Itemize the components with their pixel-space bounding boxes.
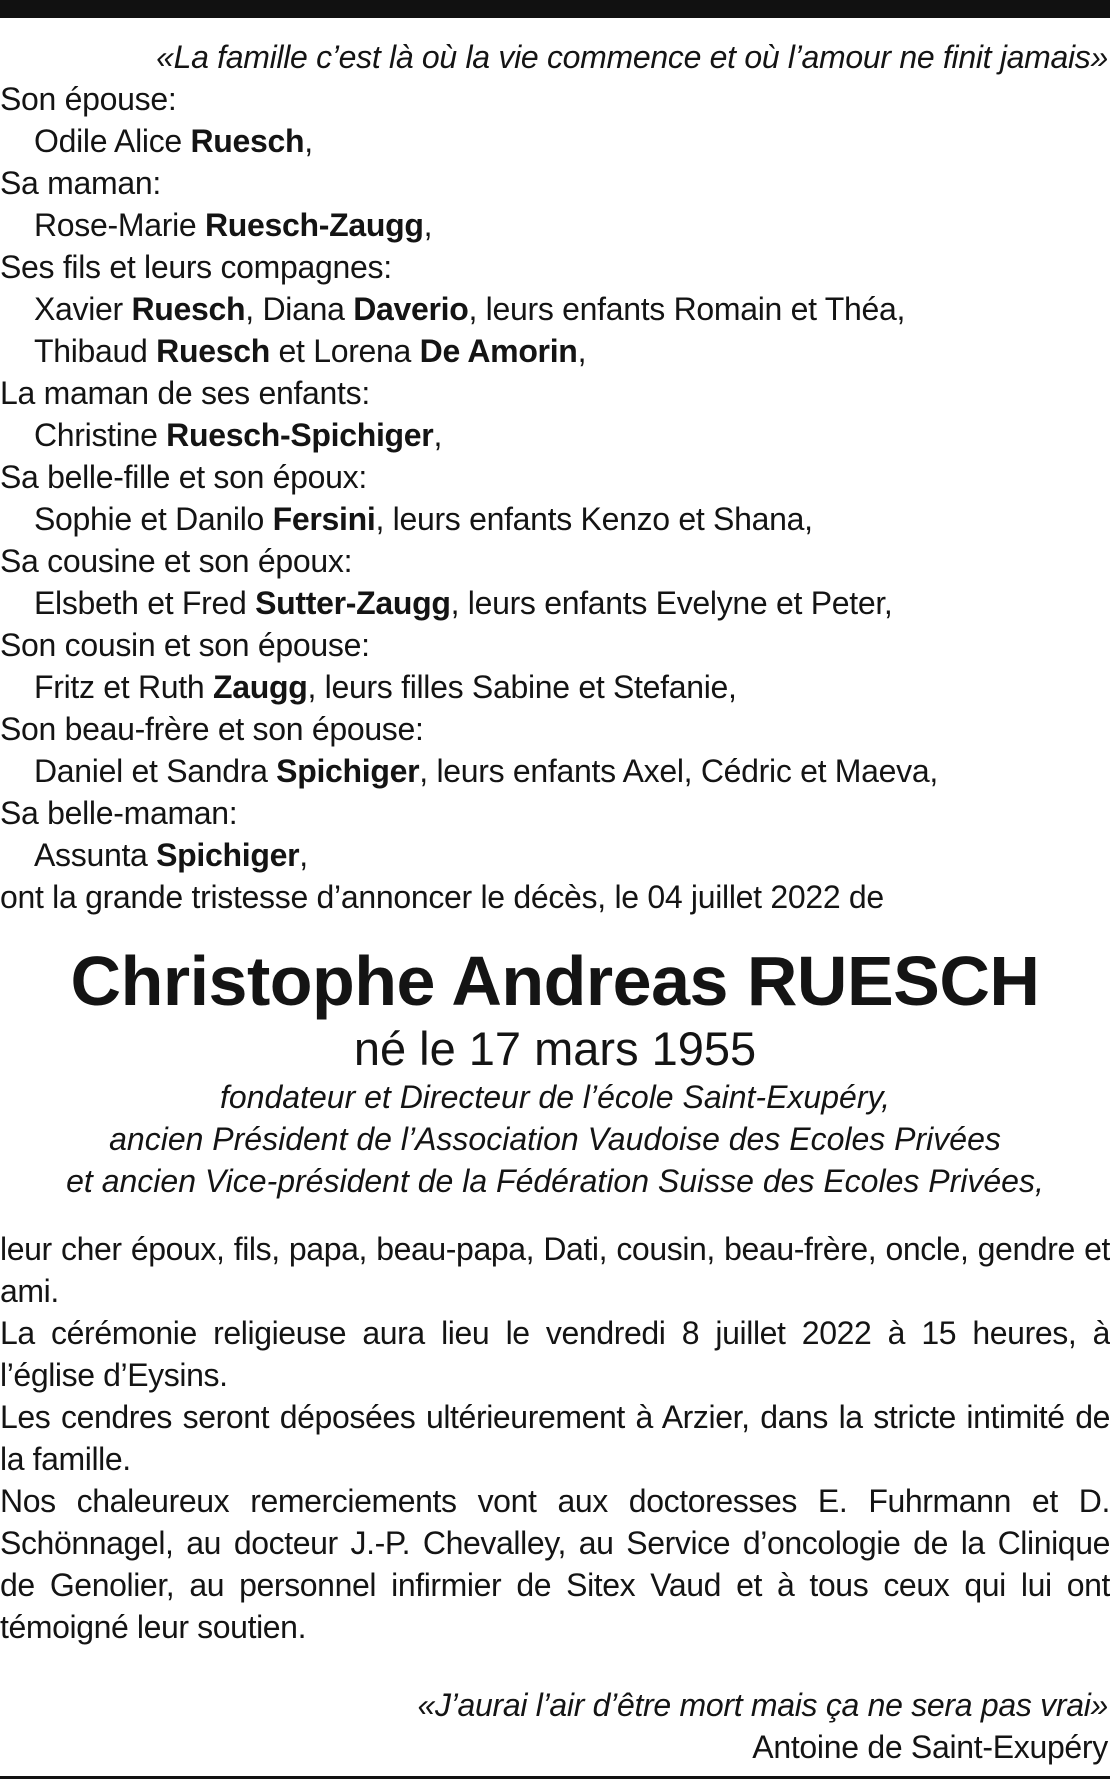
closing-author: Antoine de Saint-Exupéry	[752, 1729, 1108, 1765]
label-maman: Sa maman:	[0, 165, 161, 201]
member-epouse: Odile Alice Ruesch,	[34, 123, 313, 159]
paragraph-thanks: Nos chaleureux remerciements vont aux doctoresses E. Fuhrmann et D. Schönnagel, au docteur J.-P. Chevalley, au Service d’oncologie de la Clinique de Genolier, au personnel infirmier de Sitex Vaud et à tous ceux qui lui ont témoigné leur soutien.	[0, 1483, 1110, 1645]
label-beau-frere: Son beau-frère et son épouse:	[0, 711, 424, 747]
member-mere-enfants: Christine Ruesch-Spichiger,	[34, 417, 443, 453]
announcement: ont la grande tristesse d’annoncer le décès, le 04 juillet 2022 de	[0, 879, 884, 915]
title-line-3: et ancien Vice-président de la Fédération Suisse des Ecoles Privées,	[66, 1163, 1044, 1199]
label-belle-maman: Sa belle-maman:	[0, 795, 238, 831]
closing-quote: «J’aurai l’air d’être mort mais ça ne sera pas vrai»	[417, 1687, 1108, 1723]
deceased-name: Christophe Andreas RUESCH	[70, 942, 1040, 1020]
member-fils-2: Thibaud Ruesch et Lorena De Amorin,	[34, 333, 587, 369]
obituary-notice	[0, 36, 1110, 1768]
member-cousine: Elsbeth et Fred Sutter-Zaugg, leurs enfants Evelyne et Peter,	[34, 585, 893, 621]
member-maman: Rose-Marie Ruesch-Zaugg,	[34, 207, 433, 243]
paragraph-relations: leur cher époux, fils, papa, beau-papa, Dati, cousin, beau-frère, oncle, gendre et ami.	[0, 1231, 1110, 1309]
family-list	[0, 78, 1110, 876]
title-line-1: fondateur et Directeur de l’école Saint-Exupéry,	[220, 1079, 890, 1115]
closing-quote-block	[0, 1684, 1110, 1768]
label-cousin: Son cousin et son épouse:	[0, 627, 370, 663]
label-belle-fille: Sa belle-fille et son époux:	[0, 459, 367, 495]
label-epouse: Son épouse:	[0, 81, 177, 117]
birth-date: né le 17 mars 1955	[353, 1022, 757, 1075]
title-line-2: ancien Président de l’Association Vaudoise des Ecoles Privées	[109, 1121, 1001, 1157]
label-cousine: Sa cousine et son époux:	[0, 543, 353, 579]
member-belle-fille: Sophie et Danilo Fersini, leurs enfants Kenzo et Shana,	[34, 501, 813, 537]
member-cousin: Fritz et Ruth Zaugg, leurs filles Sabine et Stefanie,	[34, 669, 737, 705]
member-beau-frere: Daniel et Sandra Spichiger, leurs enfants Axel, Cédric et Maeva,	[34, 753, 938, 789]
top-rule	[0, 0, 1110, 18]
bottom-rule	[0, 1776, 1110, 1779]
member-fils-1: Xavier Ruesch, Diana Daverio, leurs enfants Romain et Théa,	[34, 291, 906, 327]
label-mere-enfants: La maman de ses enfants:	[0, 375, 370, 411]
paragraph-ceremony: La cérémonie religieuse aura lieu le vendredi 8 juillet 2022 à 15 heures, à l’église d’Eysins.	[0, 1315, 1110, 1393]
label-fils: Ses fils et leurs compagnes:	[0, 249, 392, 285]
opening-quote: «La famille c’est là où la vie commence et où l’amour ne finit jamais»	[156, 39, 1108, 75]
paragraph-ashes: Les cendres seront déposées ultérieurement à Arzier, dans la stricte intimité de la famille.	[0, 1399, 1110, 1477]
member-belle-maman: Assunta Spichiger,	[34, 837, 308, 873]
deceased-block	[0, 940, 1110, 1202]
